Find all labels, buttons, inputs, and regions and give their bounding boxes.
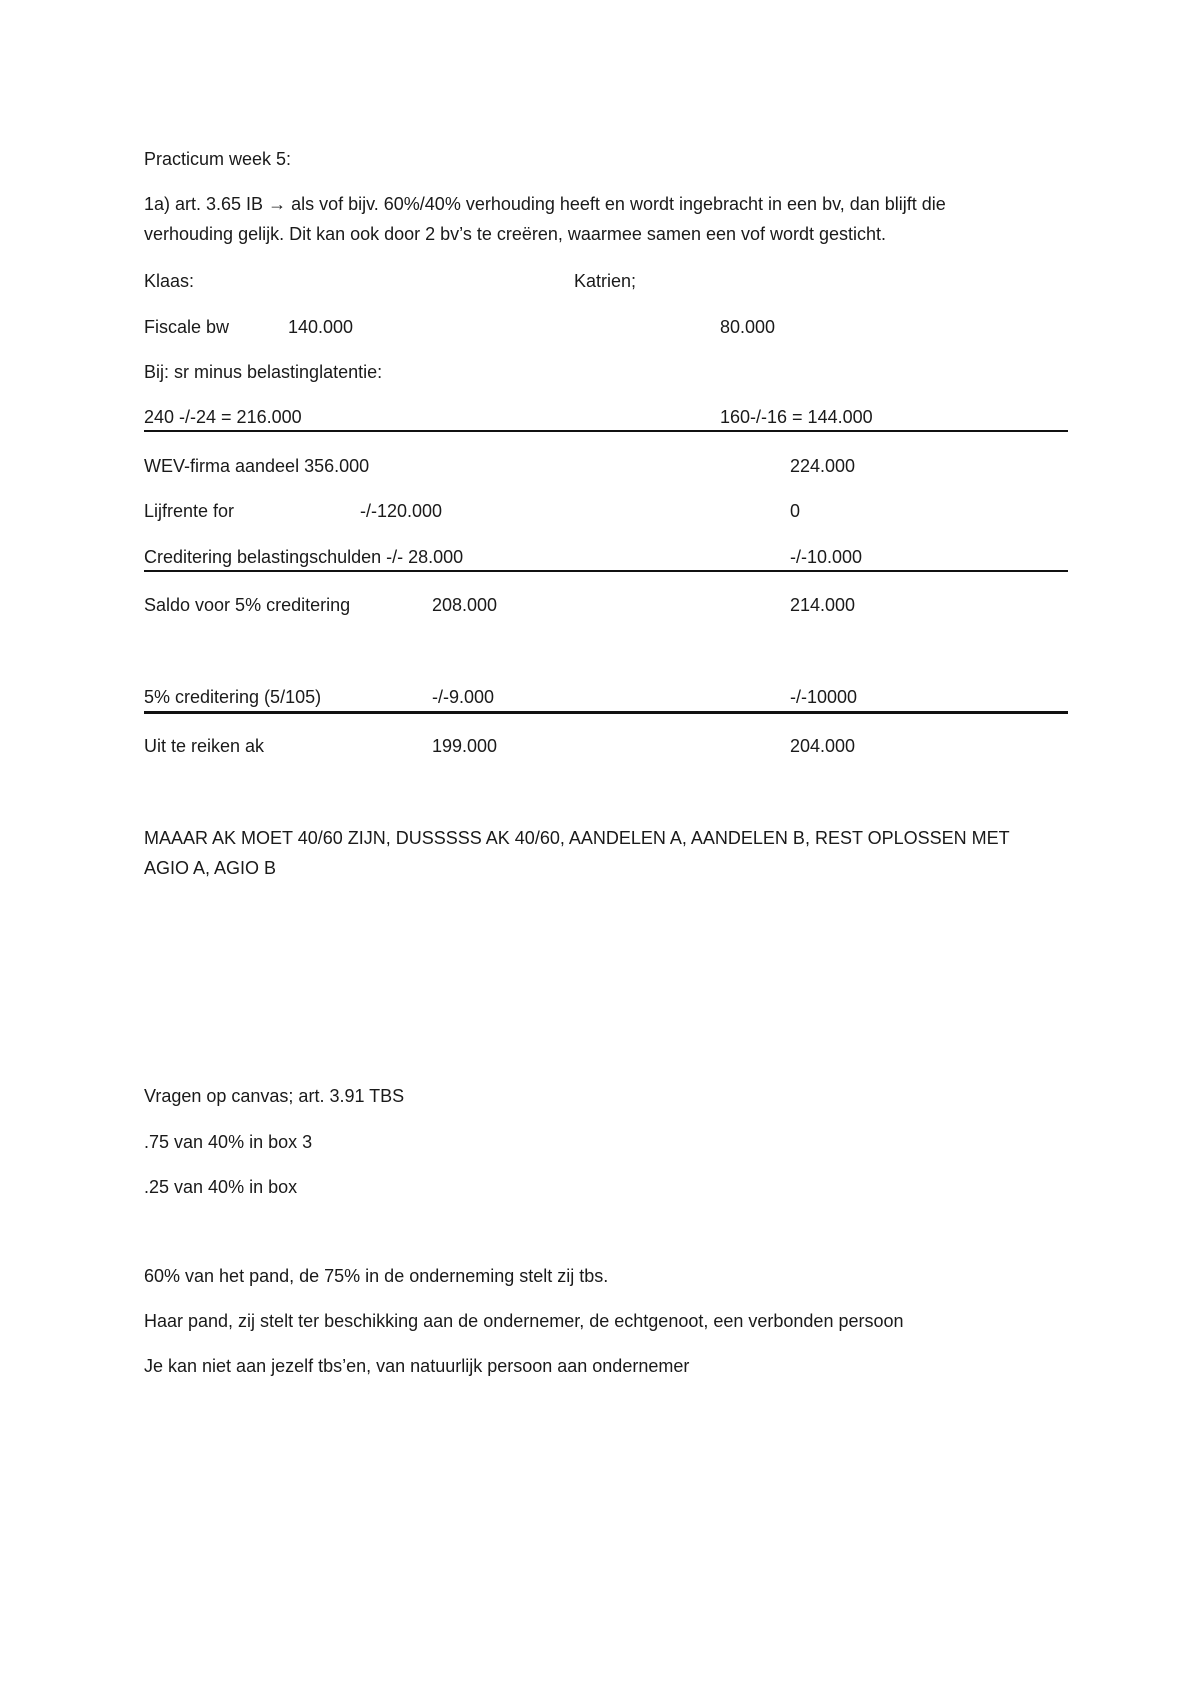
row-label: WEV-firma aandeel 356.000: [144, 456, 370, 476]
intro-line-2: verhouding gelijk. Dit kan ook door 2 bv’s te creëren, waarmee samen een vof wordt gesticht.: [144, 224, 887, 244]
row-value-a: -/-9.000: [432, 687, 495, 707]
row-value-b: 0: [790, 501, 801, 521]
row-value-b: -/-10000: [790, 687, 858, 707]
row-label: Bij: sr minus belastinglatentie:: [144, 362, 383, 382]
row-value-b: 224.000: [790, 456, 856, 476]
row-value-b: 160-/-16 = 144.000: [720, 407, 873, 427]
row-value-a: -/-120.000: [360, 501, 443, 521]
row-value-a: 199.000: [432, 736, 498, 756]
intro-line-1: 1a) art. 3.65 IB → als vof bijv. 60%/40% verhouding heeft en wordt ingebracht in een bv, dan blijft die: [144, 194, 946, 214]
row-label: Fiscale bw: [144, 317, 230, 337]
row-label: 240 -/-24 = 216.000: [144, 407, 302, 427]
question-item: .75 van 40% in box 3: [144, 1132, 313, 1152]
row-value-b: 204.000: [790, 736, 856, 756]
doc-title: Practicum week 5:: [144, 149, 292, 169]
row-label: Saldo voor 5% creditering: [144, 595, 351, 615]
row-value-b: -/-10.000: [790, 547, 863, 567]
note-line-1: MAAAR AK MOET 40/60 ZIJN, DUSSSSS AK 40/60, AANDELEN A, AANDELEN B, REST OPLOSSEN MET: [144, 828, 1010, 848]
person-a-label: Klaas:: [144, 271, 195, 291]
row-label: Creditering belastingschulden -/- 28.000: [144, 547, 464, 567]
note-line-2: AGIO A, AGIO B: [144, 858, 277, 878]
questions-heading: Vragen op canvas; art. 3.91 TBS: [144, 1086, 405, 1106]
row-label: Lijfrente for: [144, 501, 235, 521]
row-value-b: 80.000: [720, 317, 776, 337]
subtotal-rule: [144, 430, 1068, 432]
paragraph: 60% van het pand, de 75% in de onderneming stelt zij tbs.: [144, 1266, 609, 1286]
paragraph: Haar pand, zij stelt ter beschikking aan de ondernemer, de echtgenoot, een verbonden persoon: [144, 1311, 904, 1331]
subtotal-rule: [144, 570, 1068, 572]
row-value-a: 140.000: [288, 317, 354, 337]
row-value-b: 214.000: [790, 595, 856, 615]
person-b-label: Katrien;: [574, 271, 637, 291]
total-rule: [144, 711, 1068, 714]
row-value-a: 208.000: [432, 595, 498, 615]
paragraph: Je kan niet aan jezelf tbs’en, van natuurlijk persoon aan ondernemer: [144, 1356, 690, 1376]
question-item: .25 van 40% in box: [144, 1177, 298, 1197]
row-label: Uit te reiken ak: [144, 736, 265, 756]
row-label: 5% creditering (5/105): [144, 687, 322, 707]
